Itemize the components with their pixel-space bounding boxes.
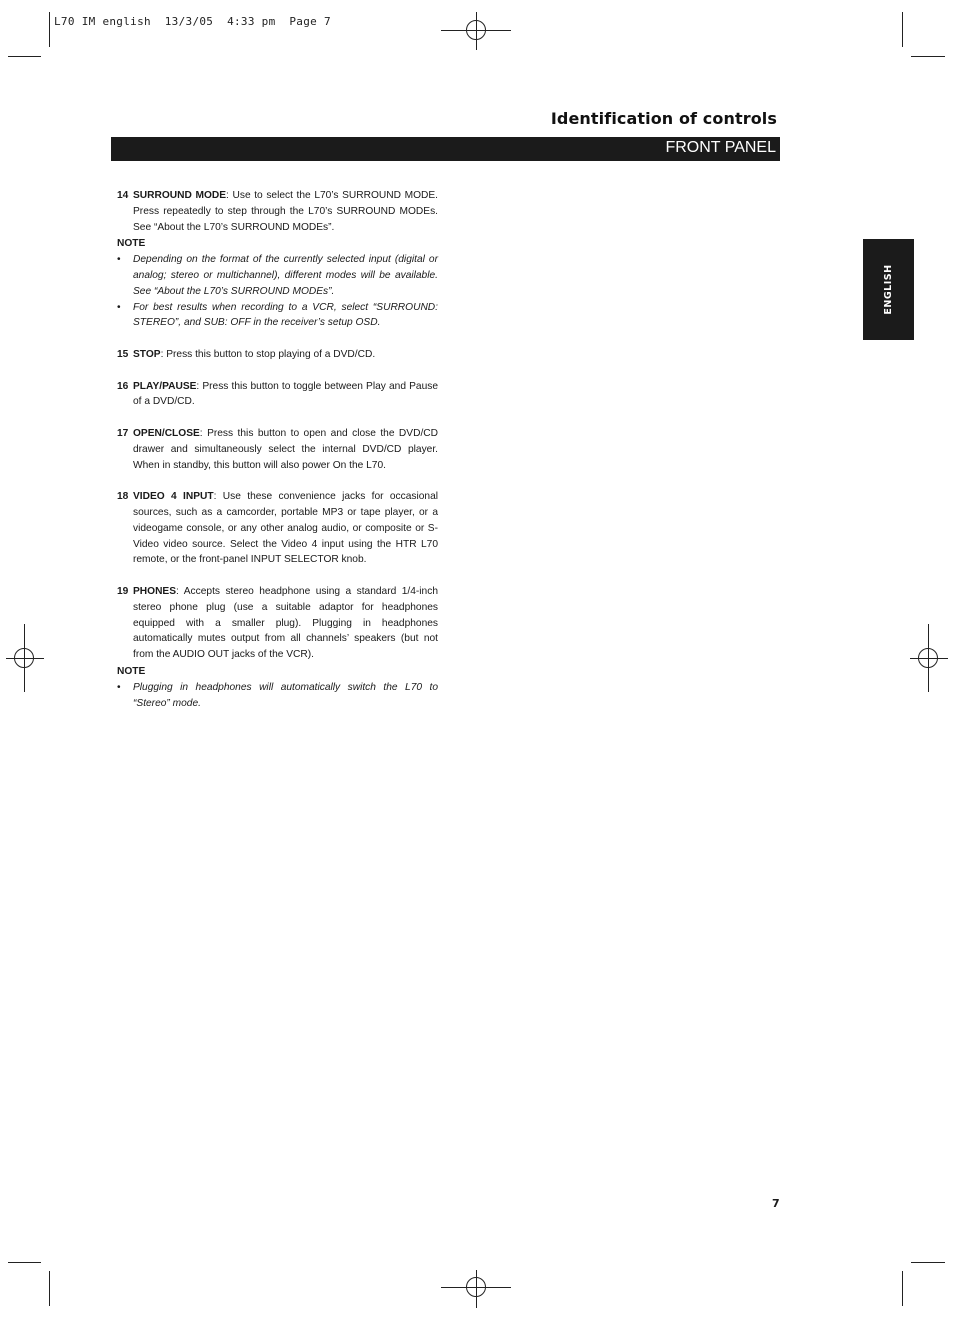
bullet-dot: • [117, 301, 121, 313]
item-term: STOP [133, 348, 161, 360]
page-title: Identification of controls [550, 109, 777, 128]
note-bullet [117, 680, 438, 712]
item-text: : Press this button to toggle between Play and Pause of a DVD/CD. [133, 380, 438, 408]
controls-column [117, 188, 438, 711]
item-term: PHONES [133, 585, 177, 597]
section-bar [111, 137, 780, 161]
item-number: 17 [117, 427, 129, 439]
note-label: NOTE [117, 665, 146, 677]
control-item [117, 188, 438, 235]
item-term: VIDEO 4 INPUT [133, 491, 214, 503]
control-item [117, 426, 438, 473]
note-text: Plugging in headphones will automatically switch the L70 to “Stereo” mode. [133, 681, 438, 709]
item-number: 14 [117, 190, 129, 201]
control-item [117, 379, 438, 411]
control-item [117, 489, 438, 568]
page-number: 7 [772, 1197, 780, 1210]
note-bullet [117, 252, 438, 299]
control-item [117, 347, 438, 363]
item-text: : Accepts stereo headphone using a standard 1/4-inch stereo phone plug (use a suitable adaptor for headphones equipped with a smaller plug). Plugging in headphones automatically mutes output from all channels’ speakers (but not from the AUDIO OUT jacks of the VCR). [133, 585, 438, 661]
section-label: FRONT PANEL [665, 139, 776, 156]
language-tab [863, 239, 914, 340]
item-number: 18 [117, 491, 129, 503]
item-term: PLAY/PAUSE [133, 380, 197, 392]
item-number: 15 [117, 348, 129, 360]
item-text: : Press this button to open and close the DVD/CD drawer and simultaneously select the internal DVD/CD player. When in standby, this button will also power On the L70. [133, 427, 438, 471]
item-term: OPEN/CLOSE [133, 427, 200, 439]
note-label: NOTE [117, 238, 146, 250]
item-term: SURROUND MODE [133, 190, 227, 201]
item-text: : Use these convenience jacks for occasional sources, such as a camcorder, portable MP3 or tape player, or a videogame console, or any other analog audio, or composite or S-Video video source. Select the Video 4 input using the HTR L70 remote, or the front-panel INPUT SELECTOR knob. [133, 491, 438, 566]
language-tab-label: ENGLISH [883, 264, 894, 315]
item-number: 19 [117, 585, 129, 597]
item-number: 16 [117, 380, 129, 392]
note-text: For best results when recording to a VCR, select “SURROUND: STEREO”, and SUB: OFF in the receiver’s setup OSD. [133, 301, 438, 329]
note-bullet [117, 300, 438, 332]
item-text: : Use to select the L70’s SURROUND MODE. Press repeatedly to step through the L70’s SURROUND MODEs. See “About the L70’s SURROUND MODEs”. [133, 190, 438, 233]
note-text: Depending on the format of the currently selected input (digital or analog; stereo or multichannel), different modes will be available. See “About the L70’s SURROUND MODEs”. [133, 254, 438, 297]
bullet-dot: • [117, 254, 121, 266]
item-text: : Press this button to stop playing of a DVD/CD. [160, 348, 376, 360]
control-item [117, 584, 438, 663]
print-slug: L70 IM english 13/3/05 4:33 pm Page 7 [54, 15, 331, 28]
bullet-dot: • [117, 681, 121, 693]
